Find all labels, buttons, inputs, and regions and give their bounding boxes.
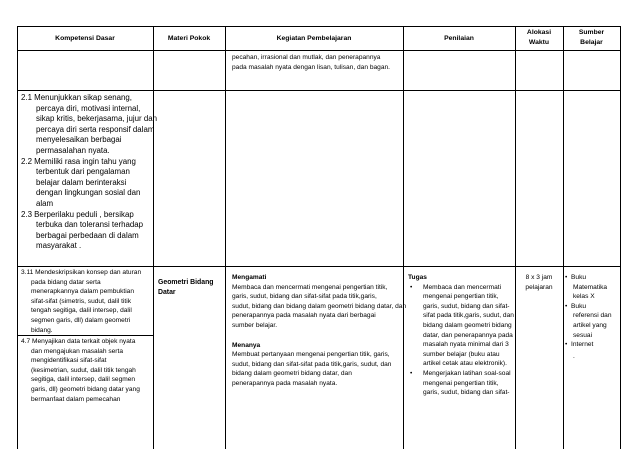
col-divider xyxy=(563,26,564,449)
bullet-icon: • xyxy=(410,369,413,377)
sumber-item-internet: • Internet xyxy=(565,341,594,349)
tugas-heading: Tugas xyxy=(408,274,427,281)
penilaian-item-2: • Mengerjakan latihan soal-soal mengenai pengertian titik, garis, sudut, bidang dan sifat- xyxy=(410,369,511,397)
table-border-right xyxy=(620,26,621,449)
trailing-dot: . xyxy=(573,352,575,360)
row-divider xyxy=(17,266,621,267)
header-kompetensi-dasar: Kompetensi Dasar xyxy=(55,35,115,42)
row-divider xyxy=(17,90,621,91)
materi-pokok: Geometri Bidang Datar xyxy=(158,279,214,296)
table-border-left xyxy=(17,26,18,449)
header-divider xyxy=(17,50,621,51)
syllabus-table xyxy=(17,26,621,449)
header-sumber-belajar: Sumber Belajar xyxy=(578,29,605,46)
col-divider xyxy=(225,26,226,449)
sumber-item-buku-referensi: • Buku referensi dan artikel yang sesuai xyxy=(565,302,612,339)
continued-text: pecahan, irrasional dan mutlak, dan penerapannya pada masalah nyata dengan lisan, tulisan, dan bagan. xyxy=(232,54,391,71)
penilaian-item-1: • Membaca dan mencermati mengenai pengertian titik, garis, sudut, bidang dan sifat- sifat pada titik,garis, sudut, dan bidang dalam geometri bidang datar, dan penerapannya pada masalah nyata minimal dari 3 sumber belajar (buku atau artikel cetak atau elektronik). xyxy=(410,283,514,368)
penilaian xyxy=(408,273,514,398)
sumber-belajar xyxy=(565,273,612,361)
bullet-icon: • xyxy=(410,283,413,291)
menanya-heading: Menanya xyxy=(232,341,261,349)
header-kegiatan: Kegiatan Pembelajaran xyxy=(276,35,352,42)
header-materi-pokok: Materi Pokok xyxy=(167,35,211,42)
table-border-top xyxy=(17,26,621,27)
header-penilaian: Penilaian xyxy=(444,35,474,42)
kd-sikap-block: 2.1 Menunjukkan sikap senang, percaya diri, motivasi internal, sikap kritis, bekerjasama, jujur dan percaya diri serta responsif dalam menyelesaikan berbagai permasalahan nyata. 2.2 Memiliki rasa ingin tahu yang terbentuk dari pengalaman belajar dalam berinteraksi dengan lingkungan sosial dan alam 2.3 Berperilaku peduli , bersikap terbuka dan toleransi terhadap berbagai perbedaan di dalam masyarakat . xyxy=(21,93,158,251)
bullet-icon: • xyxy=(565,341,568,349)
bullet-icon: • xyxy=(565,274,568,281)
col-divider xyxy=(515,26,516,449)
header-alokasi-waktu: Alokasi Waktu xyxy=(526,29,552,46)
mengamati-heading: Mengamati xyxy=(232,274,267,281)
kegiatan-pembelajaran: Mengamati Membaca dan mencermati mengenai pengertian titik, garis, sudut, bidang dan sifat-sifat pada titik,garis, sudut, bidang dan bidang dalam geometri bidang datar, dan penerapannya pada masalah nyata dari berbagai sumber belajar. Menanya Membuat pertanyaan mengenai pengertian titik, garis, sudut, bidang dan sifat-sifat pada titik,garis, sudut, dan bidang dalam geometri bidang datar, dan penerapannya pada masalah nyata. xyxy=(232,274,407,387)
sumber-item-buku-matematika: • Buku Matematika kelas X xyxy=(565,274,608,301)
kd-4-7: 4.7 Menyajikan data terkait objek nyata dan mengajukan masalah serta mengidentifikasi sifat-sifat (kesimetrian, sudut, dalil titik tengah segitiga, dalil intersep, dalil segmen garis, dll) geometri bidang datar yang bermanfaat dalam pemecahan xyxy=(21,338,140,403)
kd-3-11: 3.11 Mendeskripsikan konsep dan aturan pada bidang datar serta menerapkannya dalam pembuktian sifat-sifat (simetris, sudut, dalil titik tengah segitiga, dalil intersep, dalil segmen garis, dll) dalam geometri bidang. xyxy=(21,269,142,334)
alokasi-waktu: 8 x 3 jam pelajaran xyxy=(525,274,553,291)
bullet-icon: • xyxy=(565,302,568,310)
